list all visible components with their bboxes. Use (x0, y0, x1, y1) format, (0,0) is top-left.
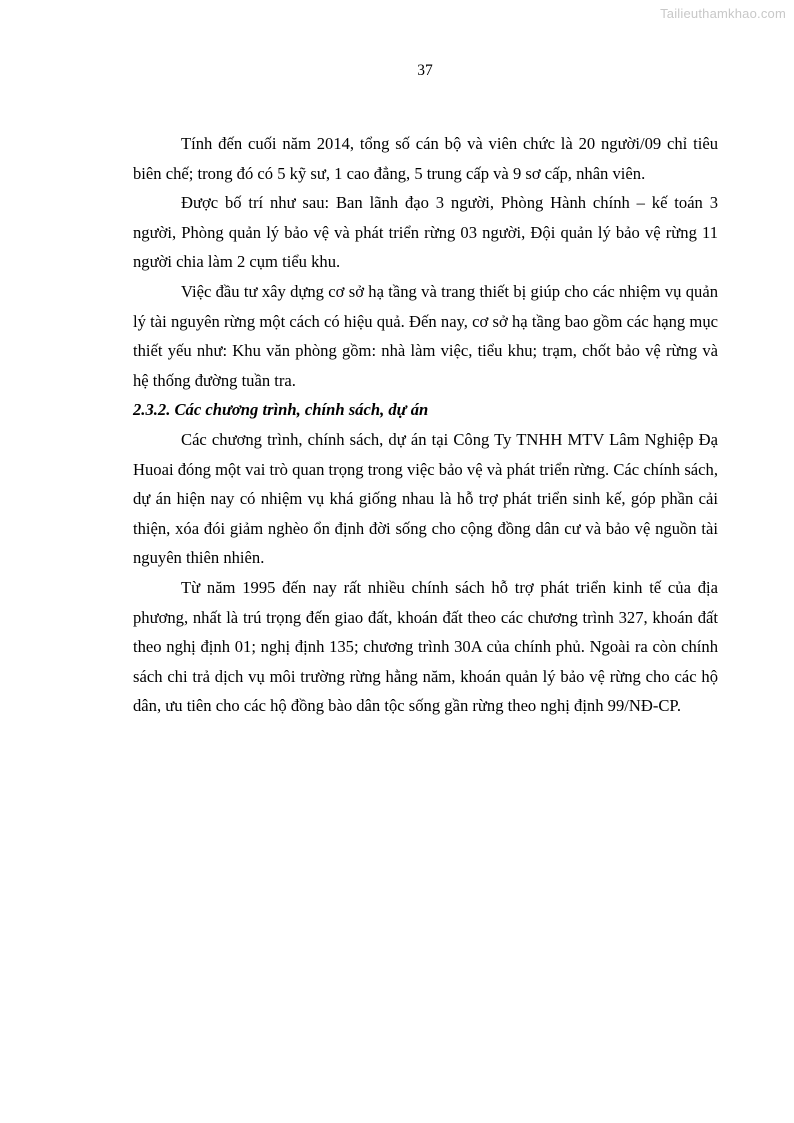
document-body (133, 129, 718, 721)
watermark: Tailieuthamkhao.com (660, 6, 786, 21)
paragraph-policies: Từ năm 1995 đến nay rất nhiều chính sách hỗ trợ phát triển kinh tế của địa phương, nhất là trú trọng đến giao đất, khoán đất theo các chương trình 327, khoán đất theo nghị định 01; nghị định 135; chương trình 30A của chính phủ. Ngoài ra còn chính sách chi trả dịch vụ môi trường rừng hằng năm, khoán quản lý bảo vệ rừng cho các hộ dân, ưu tiên cho các hộ đồng bào dân tộc sống gần rừng theo nghị định 99/NĐ-CP. (133, 577, 718, 716)
paragraph-infrastructure: Việc đầu tư xây dựng cơ sở hạ tầng và trang thiết bị giúp cho các nhiệm vụ quản lý tài nguyên rừng một cách có hiệu quả. Đến nay, cơ sở hạ tầng bao gồm các hạng mục thiết yếu như: Khu văn phòng gồm: nhà làm việc, tiểu khu; trạm, chốt bảo vệ rừng và hệ thống đường tuần tra. (133, 281, 718, 390)
page-number: 37 (417, 62, 433, 79)
paragraph-staff-count: Tính đến cuối năm 2014, tổng số cán bộ và viên chức là 20 người/09 chỉ tiêu biên chế; trong đó có 5 kỹ sư, 1 cao đẳng, 5 trung cấp và 9 sơ cấp, nhân viên. (133, 134, 718, 183)
paragraph-programs: Các chương trình, chính sách, dự án tại Công Ty TNHH MTV Lâm Nghiệp Đạ Huoai đóng một vai trò quan trọng trong việc bảo vệ và phát triển rừng. Các chính sách, dự án hiện nay có nhiệm vụ khá giống nhau là hỗ trợ phát triển sinh kế, góp phần cải thiện, xóa đói giảm nghèo ổn định đời sống cho cộng đồng dân cư và bảo vệ nguồn tài nguyên thiên nhiên. (133, 429, 718, 568)
section-heading: 2.3.2. Các chương trình, chính sách, dự án (133, 400, 429, 420)
paragraph-staff-allocation: Được bố trí như sau: Ban lãnh đạo 3 người, Phòng Hành chính – kế toán 3 người, Phòng quản lý bảo vệ và phát triển rừng 03 người, Đội quản lý bảo vệ rừng 11 người chia làm 2 cụm tiểu khu. (133, 193, 718, 272)
